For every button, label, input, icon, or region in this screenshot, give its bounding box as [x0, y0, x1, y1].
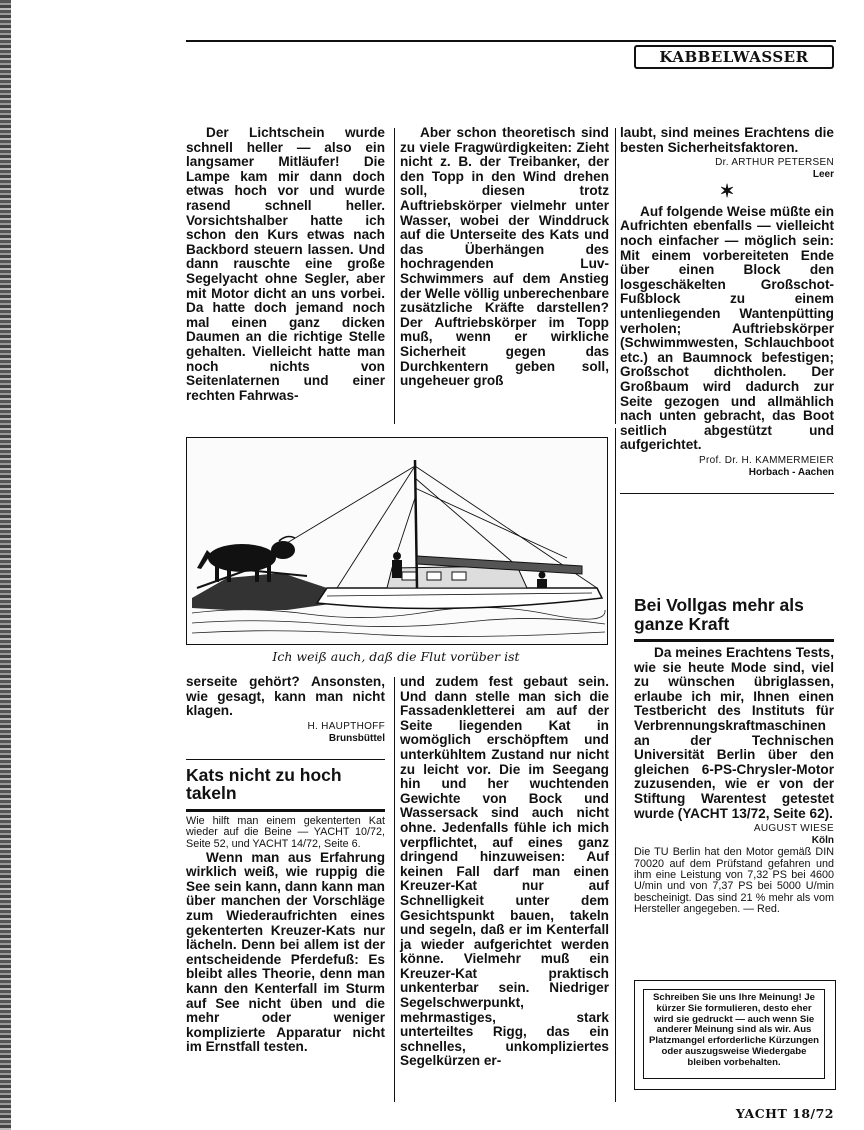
- article-lead: Wie hilft man einem gekenterten Kat wieder auf die Beine — YACHT 10/72, Seite 52, und YACHT 14/72, Seite 6.: [186, 814, 385, 850]
- author-name: Dr. ARTHUR PETERSEN: [715, 157, 834, 169]
- author-name: Prof. Dr. H. KAMMERMEIER: [699, 454, 834, 466]
- letter-text: serseite gehört? Ansonsten, wie gesagt, kann man nicht klagen.: [186, 674, 385, 719]
- article-headline: Bei Vollgas mehr als ganze Kraft: [634, 595, 804, 634]
- sailboat-bull-drawing: [187, 438, 607, 644]
- binding-edge: [0, 0, 11, 1130]
- top-rule: [186, 40, 836, 42]
- letter-column-3-bottom: [634, 594, 834, 916]
- letter-column-2-bottom: [400, 675, 609, 1069]
- reader-notice-text: Schreiben Sie uns Ihre Meinung! Je kürzer Sie formulieren, desto eher wird sie gedruckt — auch wenn Sie anderer Meinung sind als wir. Aus Platzmangel erforderliche Kürzungen oder auszugsweise Wiedergabe bleiben vorbehalten.: [643, 989, 825, 1079]
- letter-text: Aber schon theoretisch sind zu viele Fragwürdigkeiten: Zieht nicht z. B. der Treibanker, der den Topp in den Wind drehen soll, diesen trotz Auftriebskörper vielmehr unter Wasser, wobei der Winddruck auf die Unterseite des Kats und das Überhängen des hochragenden Luv-Schwimmers auf dem Anstieg der Welle völlig unberechenbare zusätzliche Kräfte darstellen? Der Auftriebskörper im Topp muß, wenn er wirkliche Sicherheit gegen das Durchkentern geben soll, ungeheuer groß: [400, 125, 610, 389]
- letter-text: Der Lichtschein wurde schnell heller — also ein langsamer Mitläufer! Die Lampe kam mir dann doch etwas hoch vor und wurde rasend schnell heller. Vorsichtshalber hatte ich schon den Kurs etwas nach Backbord steuern lassen. Und dann rauschte eine große Segelyacht ohne Segler, aber mit Motor dicht an uns vorbei. Da hatte doch jemand noch mal einen ganz dicken Daumen an die richtige Stelle gehalten. Vielleicht hatte man noch nichts von Seitenlaternen und einer rechten Fahrwas-: [186, 125, 385, 403]
- section-divider: [186, 759, 385, 760]
- column-divider: [394, 677, 395, 1102]
- headline-rule: [634, 639, 834, 642]
- letter-column-1-bottom: [186, 675, 385, 1055]
- signature: [620, 157, 834, 181]
- letter-column-1-top: [186, 126, 385, 403]
- letter-text: Auf folgende Weise müßte ein Aufrichten ebenfalls — vielleicht noch einfacher — möglich sein: Mit einem vorbereiteten Ende über einen Block den losgeschäkelten Großschot-Fußblock zu einem untenliegenden Wantenpütting verholen; Auftriebskörper (Schwimmwesten, Schlauchboot etc.) an Baumnock befestigen; Großschot dichtholen. Der Großbaum wird dadurch zur Seite gezogen und allmählich nach unten gebracht, das Boot seitlich abgestützt und aufgerichtet.: [620, 203, 834, 453]
- author-place: Horbach - Aachen: [748, 466, 834, 478]
- letter-column-2-top: [400, 126, 609, 389]
- column-divider: [615, 428, 616, 1102]
- signature: [620, 455, 834, 479]
- editor-note: Die TU Berlin hat den Motor gemäß DIN 70020 auf dem Prüfstand gefahren und ihm eine Leistung von 7,32 PS bei 4600 U/min und von 7,37 PS bei 5000 U/min bescheinigt. Das sind 21 % mehr als vom Hersteller angegeben. — Red.: [634, 846, 834, 916]
- headline-rule: [186, 809, 385, 812]
- author-name: AUGUST WIESE: [753, 823, 834, 835]
- author-name: H. HAUPTHOFF: [307, 720, 385, 732]
- signature: [186, 721, 385, 745]
- section-label: KABBELWASSER: [659, 48, 809, 66]
- image-caption: Ich weiß auch, daß die Flut vorüber ist: [272, 649, 520, 664]
- page-footer: YACHT 18/72: [735, 1106, 834, 1121]
- author-place: Brunsbüttel: [328, 732, 385, 744]
- letter-column-3-top: [620, 126, 834, 500]
- author-place: Köln: [811, 835, 834, 847]
- letter-text: laubt, sind meines Erachtens die besten Sicherheitsfaktoren.: [620, 125, 834, 155]
- signature: [634, 823, 834, 847]
- reader-notice-box: [634, 980, 836, 1090]
- author-place: Leer: [812, 169, 834, 181]
- letter-text: Da meines Erachtens Tests, wie sie heute Mode sind, viel zu wünschen übriglassen, erlaube ich mir, Ihnen einen Testbericht des Instituts für Verbrennungskraftmaschinen an der Technischen Universität Berlin über den gleichen 6-PS-Chrysler-Motor zuzusenden, wie er von der Stiftung Warentest getestet wurde (YACHT 13/72, Seite 62).: [634, 645, 834, 821]
- section-header: [634, 45, 834, 69]
- section-divider: [620, 493, 834, 494]
- article-headline: Kats nicht zu hoch takeln: [186, 764, 342, 804]
- letter-text: Wenn man aus Erfahrung wirklich weiß, wie ruppig die See sein kann, dann kann man über manchen der Vorschläge zum Wiederaufrichten eines gekenterten Kreuzer-Kats nur lächeln. Denn bei allem ist der entscheidende Pferdefuß: Es bleibt alles Theorie, denn man kann den Kenterfall im Sturm auf See nicht üben und die mehr oder weniger komplizierte Apparatur nicht im Ernstfall testen.: [186, 849, 385, 1055]
- letter-text: und zudem fest gebaut sein. Und dann stelle man sich die Fassadenkletterei am auf der Seite liegenden Kat in womöglich erschöpftem und unterkühltem Zustand nur nicht zu leicht vor. Die im Seegang hin und her wuchtenden Gewichte von Bock und Wassersack sind auch nicht ohne. Jedenfalls fühle ich mich verpflichtet, auf eines ganz dringend hinzuweisen: Auf keinen Fall darf man einen Kreuzer-Kat nur auf Schnelligkeit unter dem Gesichtspunkt bauen, takeln und segeln, daß er im Kenterfall ja wieder aufgerichtet werden könne. Vielmehr muß ein Kreuzer-Kat praktisch unkenterbar sein. Niedriger Segelschwerpunkt, mehrmastiges, stark unterteiltes Rigg, das ein schnelles, unkompliziertes Segelkürzen er-: [400, 674, 609, 1069]
- cartoon-illustration: [186, 437, 608, 645]
- column-divider: [394, 128, 395, 424]
- star-separator-icon: ✶: [719, 181, 735, 202]
- column-divider: [615, 128, 616, 424]
